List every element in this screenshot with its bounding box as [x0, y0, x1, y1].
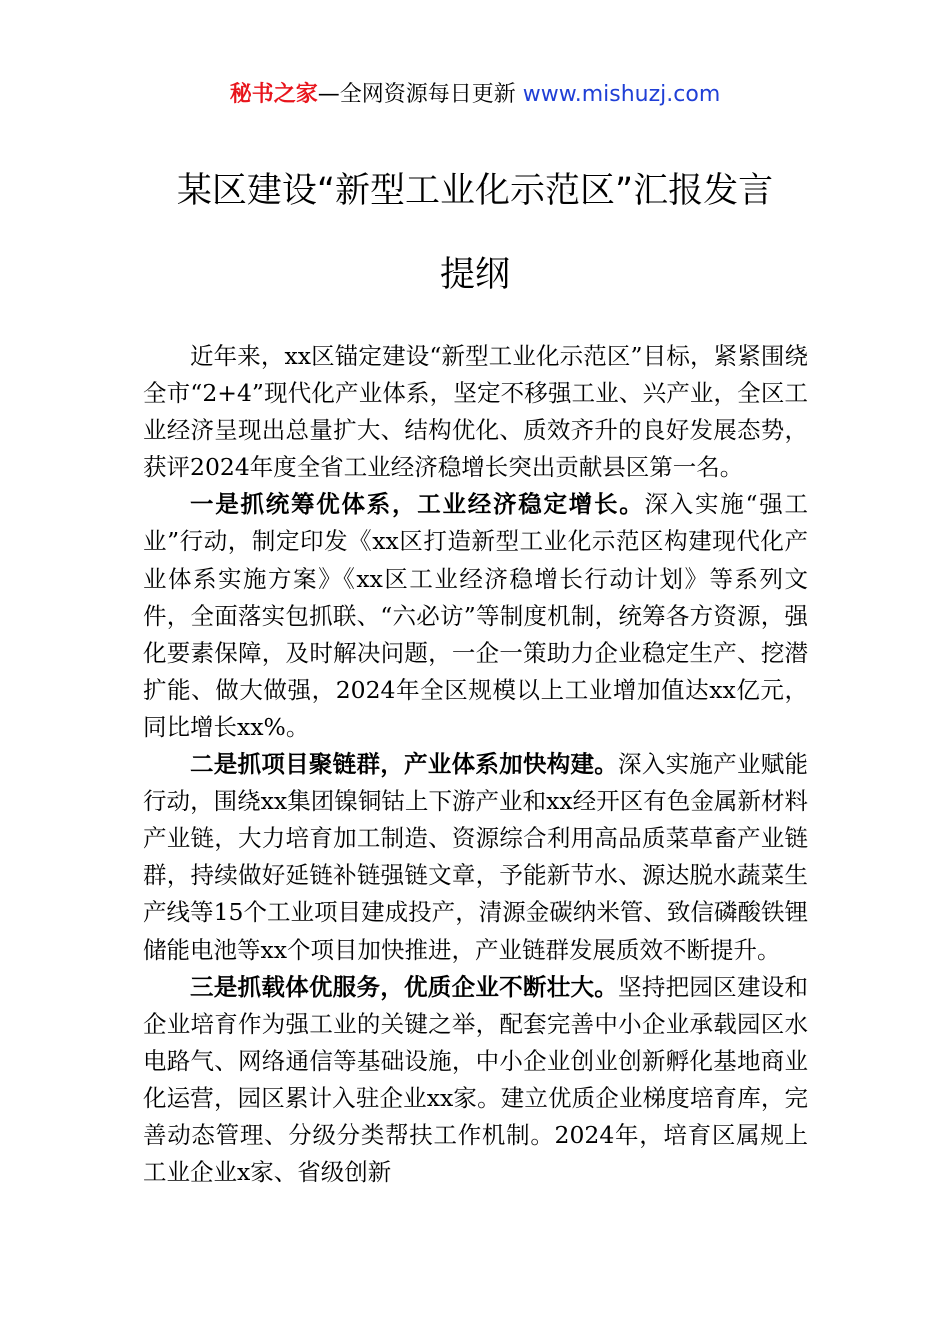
paragraph-lead: 二是抓项目聚链群，产业体系加快构建。	[190, 750, 619, 779]
title-line-2: 提纲	[439, 255, 510, 295]
paragraph-text: 深入实施“强工业”行动，制定印发《xx区打造新型工业化示范区构建现代化产业体系实施方案》《xx区工业经济稳增长行动计划》等系列文件，全面落实包抓联、“六必访”等制度机制，统筹各方资源，强化要素保障，及时解决问题，一企一策助力企业稳定生产、挖潜扩能、做大做强，2024年全区规模以上工业增加值达xx亿元，同比增长xx%。	[143, 490, 809, 741]
section-paragraph-3	[143, 969, 808, 1192]
paragraph-lead: 三是抓载体优服务，优质企业不断壮大。	[190, 972, 619, 1001]
document-body	[143, 338, 808, 1191]
section-paragraph-2	[143, 746, 808, 969]
paragraph-text: 近年来，xx区锚定建设“新型工业化示范区”目标，紧紧围绕全市“2+4”现代化产业体系，坚定不移强工业、兴产业，全区工业经济呈现出总量扩大、结构优化、质效齐升的良好发展态势，获评2024年度全省工业经济稳增长突出贡献县区第一名。	[143, 342, 808, 482]
paragraph-text: 坚持把园区建设和企业培育作为强工业的关键之举，配套完善中小企业承载园区水电路气、网络通信等基础设施，中小企业创业创新孵化基地商业化运营，园区累计入驻企业xx家。建立优质企业梯度培育库，完善动态管理、分级分类帮扶工作机制。2024年，培育区属规上工业企业x家、省级创新	[143, 972, 809, 1187]
brand-name: 秘书之家	[229, 82, 318, 107]
section-paragraph-1	[143, 486, 808, 746]
document-title	[0, 168, 950, 298]
paragraph-text: 深入实施产业赋能行动，围绕xx集团镍铜钴上下游产业和xx经开区有色金属新材料产业链，大力培育加工制造、资源综合利用高品质菜草畜产业链群，持续做好延链补链强链文章，予能新节水、源达脱水蔬菜生产线等15个工业项目建成投产，清源金碳纳米管、致信磷酸铁锂储能电池等xx个项目加快推进，产业链群发展质效不断提升。	[143, 750, 809, 964]
header-tagline: —全网资源每日更新	[317, 82, 523, 107]
title-line-1: 某区建设“新型工业化示范区”汇报发言	[176, 171, 774, 211]
intro-paragraph	[143, 338, 808, 486]
site-header	[0, 80, 950, 110]
paragraph-lead: 一是抓统筹优体系，工业经济稳定增长。	[190, 490, 645, 519]
site-url-link[interactable]: www.mishuzj.com	[522, 82, 721, 107]
